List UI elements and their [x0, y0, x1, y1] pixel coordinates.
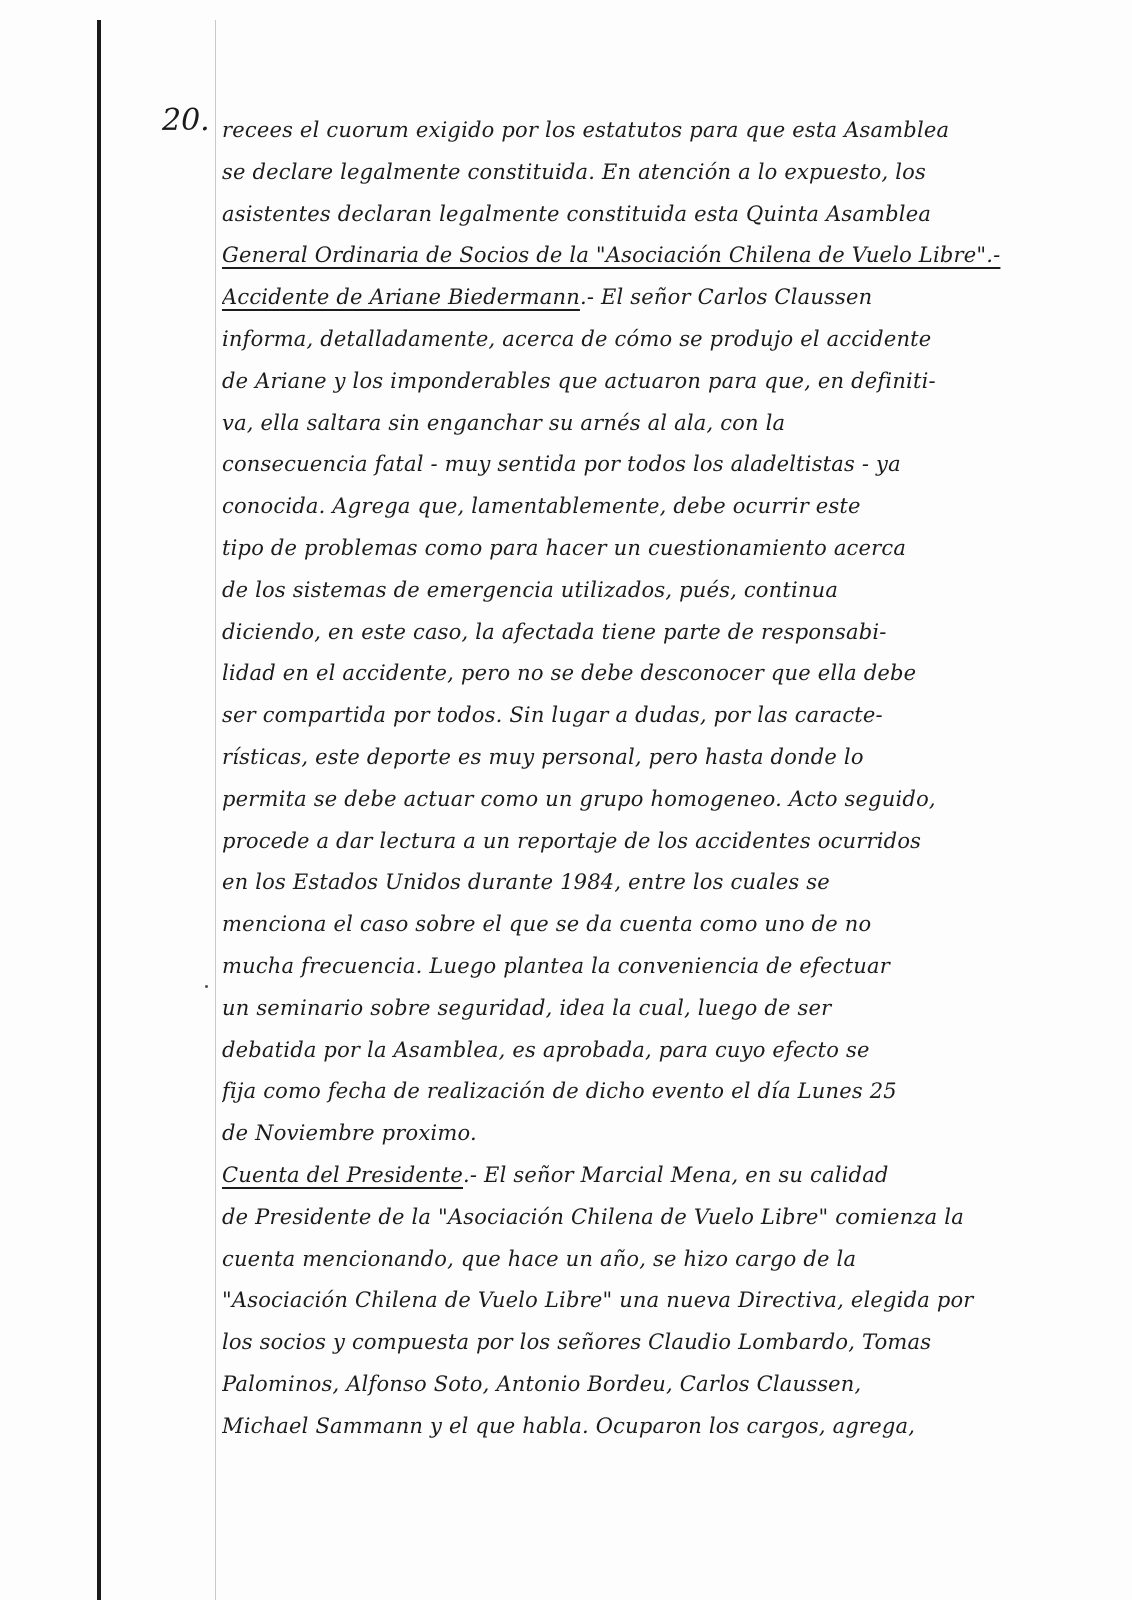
text-line — [222, 444, 1082, 486]
text-segment: de Ariane y los imponderables que actuaron para que, en definiti- — [222, 368, 936, 393]
underlined-heading: Cuenta del Presidente — [222, 1162, 463, 1187]
text-line — [222, 1155, 1082, 1197]
text-line — [222, 1197, 1082, 1239]
text-line — [222, 779, 1082, 821]
text-segment: tipo de problemas como para hacer un cuestionamiento acerca — [222, 535, 907, 560]
text-segment: se declare legalmente constituida. En atención a lo expuesto, los — [222, 159, 926, 184]
text-segment: los socios y compuesta por los señores Claudio Lombardo, Tomas — [222, 1330, 932, 1355]
text-line — [222, 946, 1082, 988]
text-line — [222, 862, 1082, 904]
text-segment: recees el cuorum exigido por los estatutos para que esta Asamblea — [222, 118, 950, 142]
text-segment: menciona el caso sobre el que se da cuenta como uno de no — [222, 912, 872, 937]
text-line — [222, 1280, 1082, 1322]
text-segment: .- El señor Carlos Claussen — [579, 285, 873, 310]
text-line — [222, 1113, 1082, 1155]
text-line — [222, 235, 1082, 277]
left-margin-rule — [97, 20, 101, 1600]
left-margin-guide — [215, 20, 216, 1600]
handwritten-text-body — [222, 110, 1082, 1448]
text-line — [222, 821, 1082, 863]
text-line — [222, 528, 1082, 570]
text-segment: Palominos, Alfonso Soto, Antonio Bordeu, Carlos Claussen, — [222, 1371, 862, 1396]
text-line — [222, 1322, 1082, 1364]
text-segment: mucha frecuencia. Luego plantea la conveniencia de efectuar — [222, 953, 890, 978]
text-line — [222, 904, 1082, 946]
text-segment: cuenta mencionando, que hace un año, se hizo cargo de la — [222, 1246, 857, 1271]
text-segment: conocida. Agrega que, lamentablemente, debe ocurrir este — [222, 494, 861, 519]
text-segment: .- El señor Marcial Mena, en su calidad — [463, 1162, 889, 1187]
text-segment: rísticas, este deporte es muy personal, pero hasta donde lo — [222, 744, 864, 769]
ink-speck — [205, 985, 208, 988]
text-line — [222, 194, 1082, 236]
text-segment: en los Estados Unidos durante 1984, entre los cuales se — [222, 870, 830, 895]
text-line — [222, 988, 1082, 1030]
text-line — [222, 361, 1082, 403]
page-number: 20. — [162, 103, 210, 138]
text-line — [222, 612, 1082, 654]
text-line — [222, 653, 1082, 695]
text-line — [222, 486, 1082, 528]
text-segment: asistentes declaran legalmente constituida esta Quinta Asamblea — [222, 201, 932, 226]
underlined-heading: Accidente de Ariane Biedermann — [222, 285, 580, 310]
text-line — [222, 1030, 1082, 1072]
text-segment: va, ella saltara sin enganchar su arnés al ala, con la — [222, 410, 786, 435]
text-segment: de los sistemas de emergencia utilizados, pués, continua — [222, 577, 839, 602]
text-line — [222, 1239, 1082, 1281]
text-segment: procede a dar lectura a un reportaje de los accidentes ocurridos — [222, 828, 922, 853]
text-segment: Michael Sammann y el que habla. Ocuparon los cargos, agrega, — [222, 1413, 916, 1438]
text-segment: un seminario sobre seguridad, idea la cual, luego de ser — [222, 995, 832, 1020]
text-line — [222, 277, 1082, 319]
text-segment: lidad en el accidente, pero no se debe desconocer que ella debe — [222, 661, 917, 686]
underlined-heading: General Ordinaria de Socios de la "Asociación Chilena de Vuelo Libre".- — [222, 243, 1001, 268]
text-line — [222, 152, 1082, 194]
text-segment: fija como fecha de realización de dicho evento el día Lunes 25 — [222, 1079, 897, 1104]
text-line — [222, 1406, 1082, 1448]
text-segment: ser compartida por todos. Sin lugar a dudas, por las caracte- — [222, 703, 883, 728]
text-line — [222, 1071, 1082, 1113]
text-segment: debatida por la Asamblea, es aprobada, para cuyo efecto se — [222, 1037, 870, 1062]
text-segment: consecuencia fatal - muy sentida por todos los aladeltistas - ya — [222, 452, 901, 477]
text-segment: de Noviembre proximo. — [222, 1121, 477, 1146]
text-line — [222, 737, 1082, 779]
text-line — [222, 695, 1082, 737]
text-segment: diciendo, en este caso, la afectada tiene parte de responsabi- — [222, 619, 887, 644]
text-line — [222, 110, 1082, 152]
text-line — [222, 570, 1082, 612]
text-segment: de Presidente de la "Asociación Chilena de Vuelo Libre" comienza la — [222, 1204, 964, 1229]
text-line — [222, 403, 1082, 445]
text-line — [222, 1364, 1082, 1406]
text-segment: "Asociación Chilena de Vuelo Libre" una nueva Directiva, elegida por — [222, 1288, 974, 1313]
text-segment: permita se debe actuar como un grupo homogeneo. Acto seguido, — [222, 786, 936, 811]
text-line — [222, 319, 1082, 361]
text-segment: informa, detalladamente, acerca de cómo se produjo el accidente — [222, 326, 932, 351]
